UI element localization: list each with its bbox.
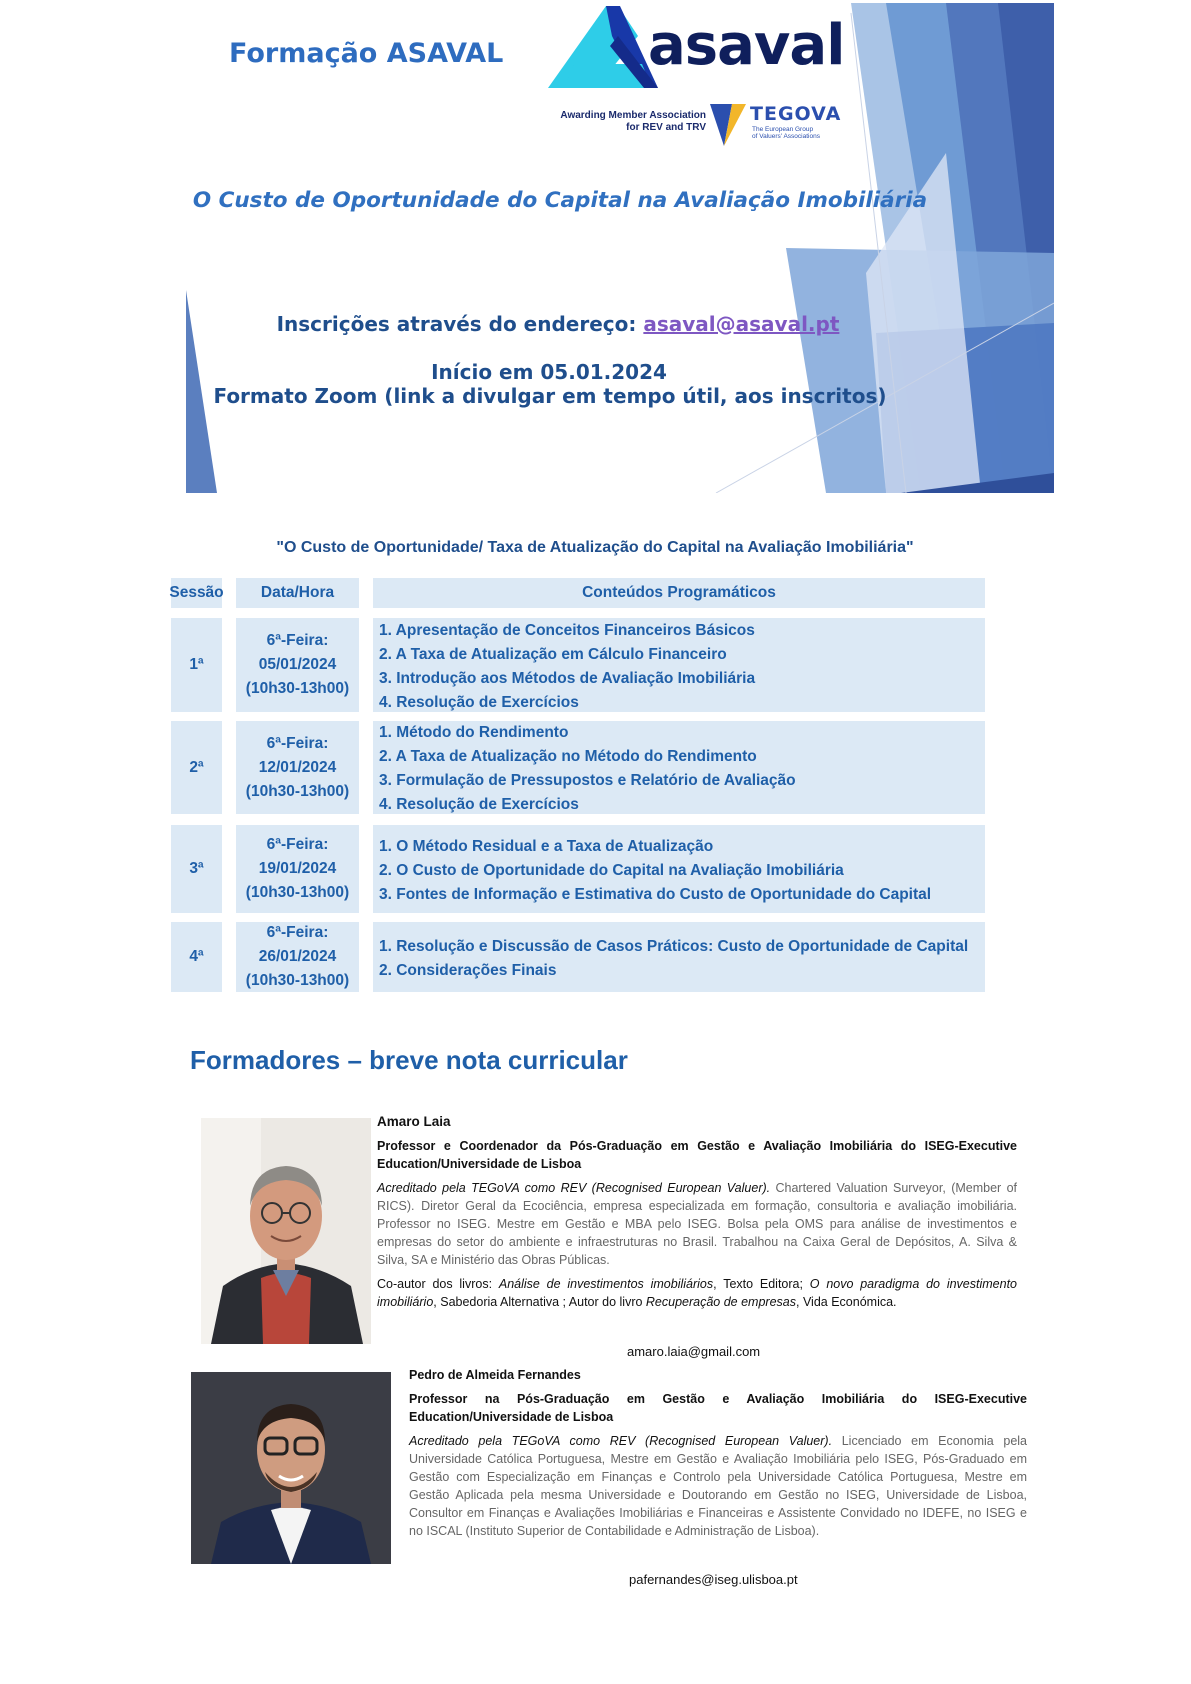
content-item: 1. O Método Residual e a Taxa de Atualização: [379, 837, 714, 855]
session-date: 26/01/2024: [258, 948, 337, 965]
trainer-photo-amaro-laia: [201, 1118, 371, 1344]
registration-line: [258, 312, 858, 336]
session-number: 3ª: [171, 825, 222, 913]
trainer-email[interactable]: pafernandes@iseg.ulisboa.pt: [629, 1572, 798, 1587]
session-number: 2ª: [171, 721, 222, 814]
content-item: 1. Apresentação de Conceitos Financeiros Básicos: [379, 621, 755, 639]
format-line: Formato Zoom (link a divulgar em tempo útil, aos inscritos): [213, 384, 887, 408]
content-item: 2. A Taxa de Atualização em Cálculo Financeiro: [379, 645, 727, 663]
col-header-date: Data/Hora: [236, 578, 359, 608]
session-contents: [373, 825, 985, 913]
content-item: 2. O Custo de Oportunidade do Capital na Avaliação Imobiliária: [379, 861, 844, 879]
session-day: 6ª-Feira:: [266, 924, 329, 941]
books-separator: , Texto Editora;: [713, 1277, 810, 1291]
session-date: 05/01/2024: [258, 656, 337, 673]
books-prefix: Co-autor dos livros:: [377, 1277, 499, 1291]
trainer-accreditation: Acreditado pela TEGoVA como REV (Recognised European Valuer).: [409, 1434, 833, 1448]
logo-tagline-line1: Awarding Member Association: [560, 110, 706, 121]
tegova-sub-line1: The European Group: [752, 126, 814, 133]
logo-tagline-line2: for REV and TRV: [626, 122, 706, 133]
col-header-contents: Conteúdos Programáticos: [373, 578, 985, 608]
col-header-session: Sessão: [171, 578, 222, 608]
session-time: (10h30-13h00): [245, 884, 350, 901]
content-item: 4. Resolução de Exercícios: [379, 796, 579, 813]
tegova-word: TEGOVA: [750, 103, 842, 125]
session-datetime: [236, 721, 359, 814]
trainer-bio: [409, 1432, 1027, 1540]
trainer-bio-text: Chartered Valuation Surveyor, (Member of RICS). Diretor Geral da Ecociência, empresa especializada em formação, consultoria e avaliação imobiliária. Professor no ISEG. Mestre em Gestão e MBA pelo ISEG. Bolsa pela OMS para análise de investimentos e empresas do setor do ambiente e infraestruturas no Brasil. Trabalhou na Caixa Geral de Depósitos, A. Silva & Silva, SA e Ministério das Obras Públicas.: [377, 1181, 1017, 1267]
content-item: 3. Introdução aos Métodos de Avaliação Imobiliária: [379, 669, 756, 687]
session-day: 6ª-Feira:: [266, 632, 329, 649]
asaval-logo: [548, 6, 850, 146]
program-title: "O Custo de Oportunidade/ Taxa de Atualização do Capital na Avaliação Imobiliária": [276, 539, 914, 556]
content-item: 2. A Taxa de Atualização no Método do Rendimento: [379, 748, 757, 765]
trainer-bio: [377, 1179, 1017, 1269]
logo-tagline: [548, 110, 706, 134]
tegova-sub: [752, 126, 820, 140]
book-title: Recuperação de empresas: [645, 1295, 796, 1309]
trainer-books: [377, 1275, 1017, 1311]
registration-email-link[interactable]: asaval@asaval.pt: [643, 312, 840, 336]
logo-word: asaval: [648, 13, 845, 78]
trainer-name: Pedro de Almeida Fernandes: [409, 1368, 581, 1382]
trainer-role: Professor e Coordenador da Pós-Graduação em Gestão e Avaliação Imobiliária do ISEG-Executive Education/Universidade de Lisboa: [377, 1139, 1017, 1171]
session-day: 6ª-Feira:: [266, 836, 329, 853]
book-title: O novo paradigma do investimento imobiliário: [377, 1277, 1017, 1309]
session-datetime: [236, 922, 359, 992]
trainer-card-pedro-fernandes: [409, 1368, 1027, 1540]
trainer-accreditation: Acreditado pela TEGoVA como REV (Recognised European Valuer).: [377, 1181, 771, 1195]
books-separator: , Sabedoria Alternativa ; Autor do livro: [433, 1295, 646, 1309]
session-contents: [373, 922, 985, 992]
session-time: (10h30-13h00): [245, 680, 350, 697]
trainer-photo-pedro-fernandes: [191, 1372, 391, 1564]
session-contents: [373, 721, 985, 814]
trainers-heading: Formadores – breve nota curricular: [190, 1045, 628, 1075]
registration-label: Inscrições através do endereço:: [276, 312, 644, 336]
content-item: 1. Resolução e Discussão de Casos Práticos: Custo de Oportunidade de Capital: [379, 937, 969, 955]
tegova-sub-line2: of Valuers' Associations: [752, 133, 820, 140]
session-time: (10h30-13h00): [245, 972, 350, 989]
content-item: 3. Fontes de Informação e Estimativa do Custo de Oportunidade do Capital: [379, 885, 932, 903]
content-item: 4. Resolução de Exercícios: [379, 693, 579, 711]
book-title: Análise de investimentos imobiliários: [498, 1277, 714, 1291]
books-suffix: , Vida Económica.: [796, 1295, 897, 1309]
session-date: 19/01/2024: [258, 860, 337, 877]
content-item: 2. Considerações Finais: [379, 961, 557, 979]
session-contents: [373, 618, 985, 712]
content-item: 1. Método do Rendimento: [379, 724, 569, 741]
trainer-bio-text: Licenciado em Economia pela Universidade Católica Portuguesa, Mestre em Gestão e Avaliação Imobiliária pelo ISEG, Pós-Graduado em Gestão com Especialização em Finanças e Controlo pela Universidade Católica Portuguesa, Mestre em Gestão Aplicada pela mesma Universidade e Doutorando em Gestão no ISEG, Universidade de Lisboa, Consultor em Finanças e Avaliações Imobiliárias e Financeiras e Assistente Convidado no IDEFE, no ISEG e no ISCAL (Instituto Superior de Contabilidade e Administração de Lisboa).: [409, 1434, 1027, 1538]
content-item: 3. Formulação de Pressupostos e Relatório de Avaliação: [379, 772, 796, 789]
start-date: Início em 05.01.2024: [431, 360, 667, 384]
session-date: 12/01/2024: [258, 758, 337, 776]
session-datetime: [236, 618, 359, 712]
session-number: 4ª: [171, 922, 222, 992]
trainer-card-amaro-laia: [377, 1114, 1017, 1311]
trainer-name: Amaro Laia: [377, 1114, 451, 1129]
trainer-email[interactable]: amaro.laia@gmail.com: [627, 1344, 761, 1359]
session-number: 1ª: [171, 618, 222, 712]
trainer-role: Professor na Pós-Graduação em Gestão e Avaliação Imobiliária do ISEG-Executive Education/Universidade de Lisboa: [409, 1392, 1027, 1424]
session-datetime: [236, 825, 359, 913]
session-day: 6ª-Feira:: [266, 734, 329, 752]
brand-title: Formação ASAVAL: [229, 38, 504, 69]
session-time: (10h30-13h00): [245, 782, 350, 800]
course-title: O Custo de Oportunidade do Capital na Avaliação Imobiliária: [192, 188, 928, 213]
